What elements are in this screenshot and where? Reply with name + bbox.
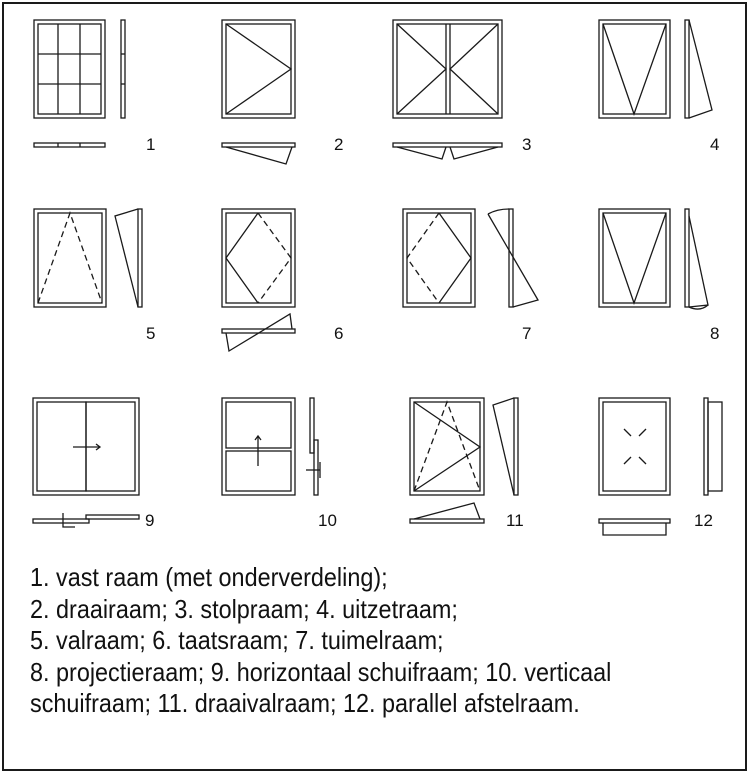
- label-8: 8: [710, 324, 720, 343]
- window-9-horizontal-sliding: [33, 398, 139, 527]
- window-1-fixed: [34, 20, 125, 147]
- window-2-casement: [222, 20, 295, 164]
- caption-line-3: 5. valraam; 6. taatsraam; 7. tuimelraam;: [30, 625, 444, 655]
- label-1: 1: [146, 135, 156, 154]
- label-2: 2: [334, 135, 344, 154]
- window-3-double-casement: [393, 20, 502, 159]
- window-8-projected: [599, 209, 708, 309]
- label-11: 11: [506, 511, 524, 530]
- window-7-horizontal-pivot: [403, 209, 538, 307]
- label-5: 5: [146, 324, 156, 343]
- caption-line-4: 8. projectieraam; 9. horizontaal schuifraam; 10. verticaal: [30, 656, 612, 687]
- label-7: 7: [522, 324, 532, 343]
- figure-caption: [30, 562, 660, 720]
- caption-line-1: 1. vast raam (met onderverdeling);: [30, 562, 388, 592]
- label-10: 10: [318, 511, 337, 530]
- window-10-vertical-sliding: [222, 398, 320, 495]
- caption-line-5: schuifraam; 11. draaivalraam; 12. parallel afstelraam.: [30, 688, 580, 718]
- label-9: 9: [145, 511, 155, 530]
- label-3: 3: [522, 135, 532, 154]
- window-5-bottom-hung: [34, 209, 142, 307]
- label-12: 12: [694, 511, 713, 530]
- caption-line-2: 2. draairaam; 3. stolpraam; 4. uitzetraam;: [30, 593, 458, 624]
- label-4: 4: [710, 135, 720, 154]
- window-4-top-hung: [599, 20, 712, 118]
- window-6-pivot: [222, 209, 295, 351]
- label-6: 6: [334, 324, 344, 343]
- window-11-tilt-turn: [410, 398, 518, 523]
